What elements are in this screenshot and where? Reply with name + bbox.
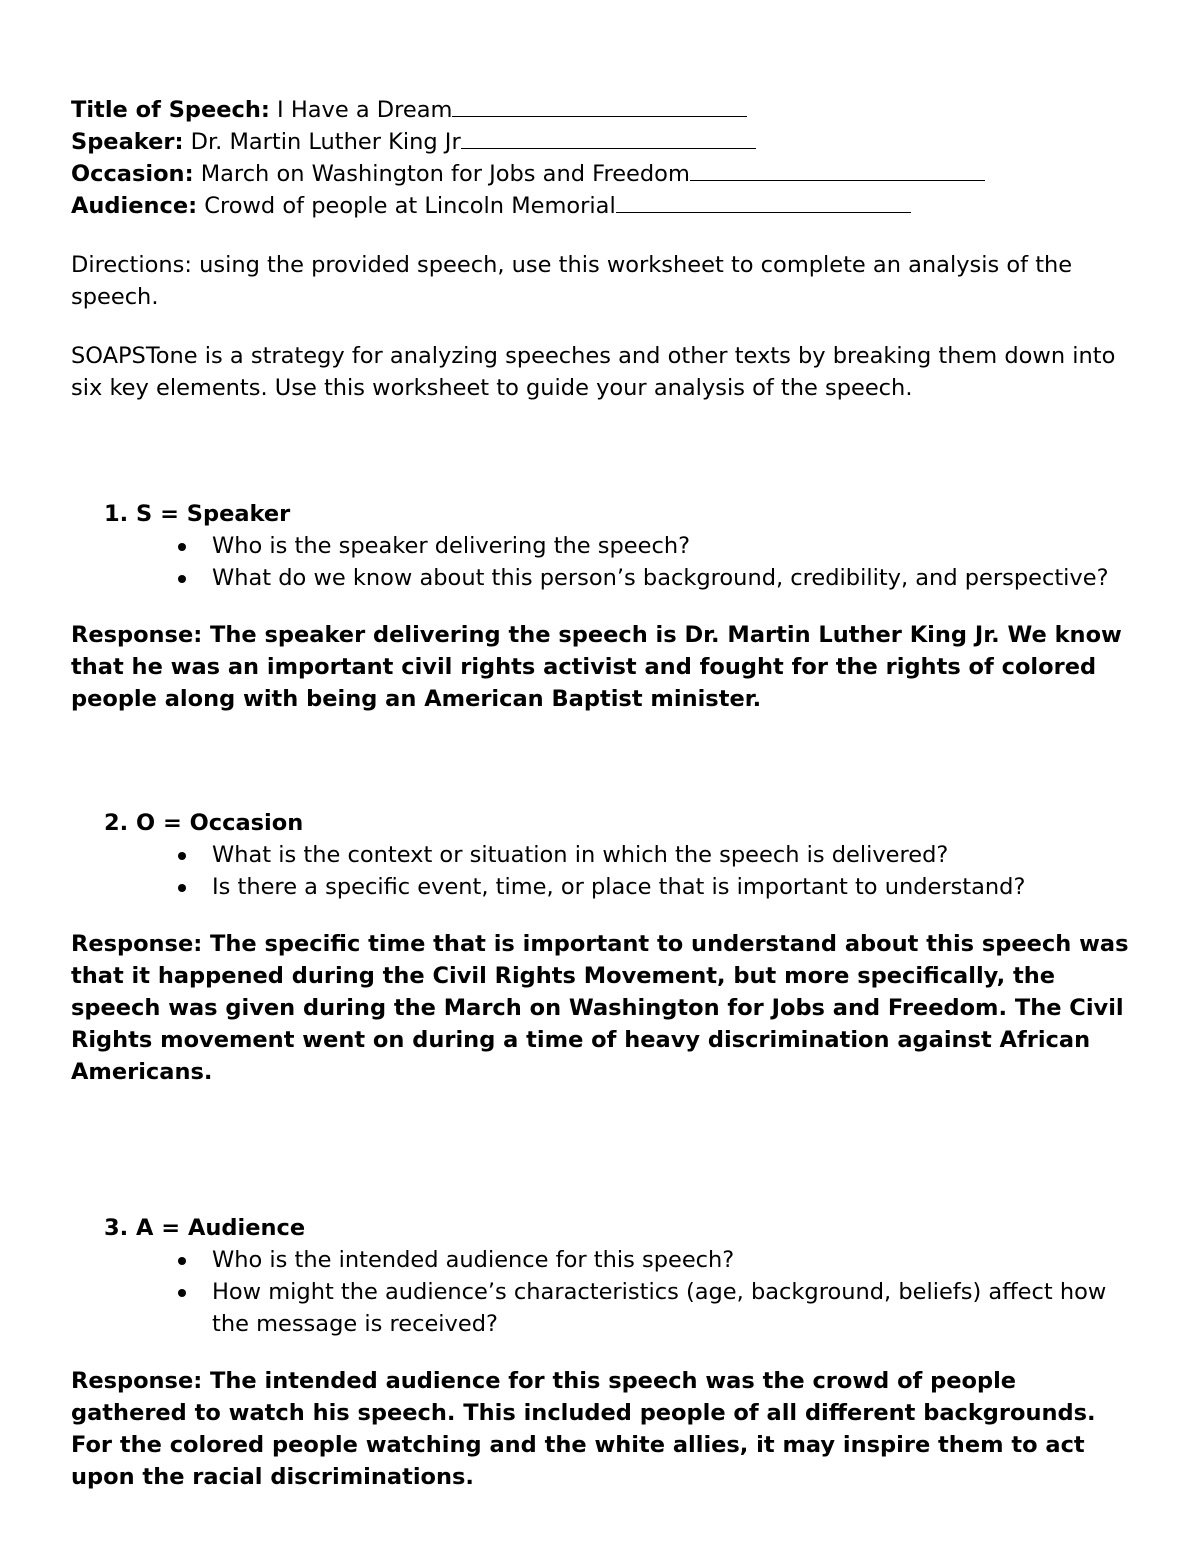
question-item: What is the context or situation in which the speech is delivered?: [212, 839, 1133, 871]
occasion-underline: [690, 158, 985, 181]
question-list: [71, 530, 1133, 594]
question-item: What do we know about this person’s background, credibility, and perspective?: [212, 562, 1133, 594]
occasion-line: [71, 158, 1133, 190]
worksheet-page: [71, 94, 1133, 1493]
directions-text: Directions: using the provided speech, use this worksheet to complete an analysis of the speech.: [71, 252, 1073, 310]
soapstone-intro: SOAPSTone is a strategy for analyzing speeches and other texts by breaking them down into six key elements. Use this worksheet to guide your analysis of the speech.: [71, 343, 1116, 401]
section-heading: 2. O = Occasion: [104, 810, 304, 836]
section-heading: 3. A = Audience: [104, 1215, 306, 1241]
title-label: Title of Speech:: [71, 97, 270, 123]
title-line: [71, 94, 1133, 126]
speaker-underline: [461, 126, 756, 149]
title-value: I Have a Dream: [277, 97, 453, 123]
audience-underline: [616, 190, 911, 213]
occasion-value: March on Washington for Jobs and Freedom: [200, 161, 690, 187]
section-occasion: [71, 807, 1133, 1088]
section-heading: 1. S = Speaker: [104, 501, 291, 527]
question-list: [71, 839, 1133, 903]
speaker-label: Speaker:: [71, 129, 184, 155]
speaker-value: Dr. Martin Luther King Jr: [190, 129, 461, 155]
audience-value: Crowd of people at Lincoln Memorial: [204, 193, 616, 219]
question-item: Who is the speaker delivering the speech?: [212, 530, 1133, 562]
question-item: Is there a specific event, time, or place that is important to understand?: [212, 871, 1133, 903]
audience-label: Audience:: [71, 193, 198, 219]
section-speaker: [71, 498, 1133, 715]
section-audience: [71, 1212, 1133, 1493]
response-text: Response: The specific time that is important to understand about this speech was that it happened during the Civil Rights Movement, but more specifically, the speech was given during the March on Washington for Jobs and Freedom. The Civil Rights movement went on during a time of heavy discrimination against African Americans.: [71, 931, 1129, 1085]
speaker-line: [71, 126, 1133, 158]
response-text: Response: The speaker delivering the speech is Dr. Martin Luther King Jr. We know that he was an important civil rights activist and fought for the rights of colored people along with being an American Baptist minister.: [71, 622, 1122, 712]
title-underline: [452, 94, 747, 117]
occasion-label: Occasion:: [71, 161, 194, 187]
question-item: How might the audience’s characteristics (age, background, beliefs) affect how the message is received?: [212, 1276, 1133, 1340]
audience-line: [71, 190, 1133, 222]
question-list: [71, 1244, 1133, 1340]
question-item: Who is the intended audience for this speech?: [212, 1244, 1133, 1276]
response-text: Response: The intended audience for this speech was the crowd of people gathered to watch his speech. This included people of all different backgrounds. For the colored people watching and the white allies, it may inspire them to act upon the racial discriminations.: [71, 1368, 1096, 1490]
